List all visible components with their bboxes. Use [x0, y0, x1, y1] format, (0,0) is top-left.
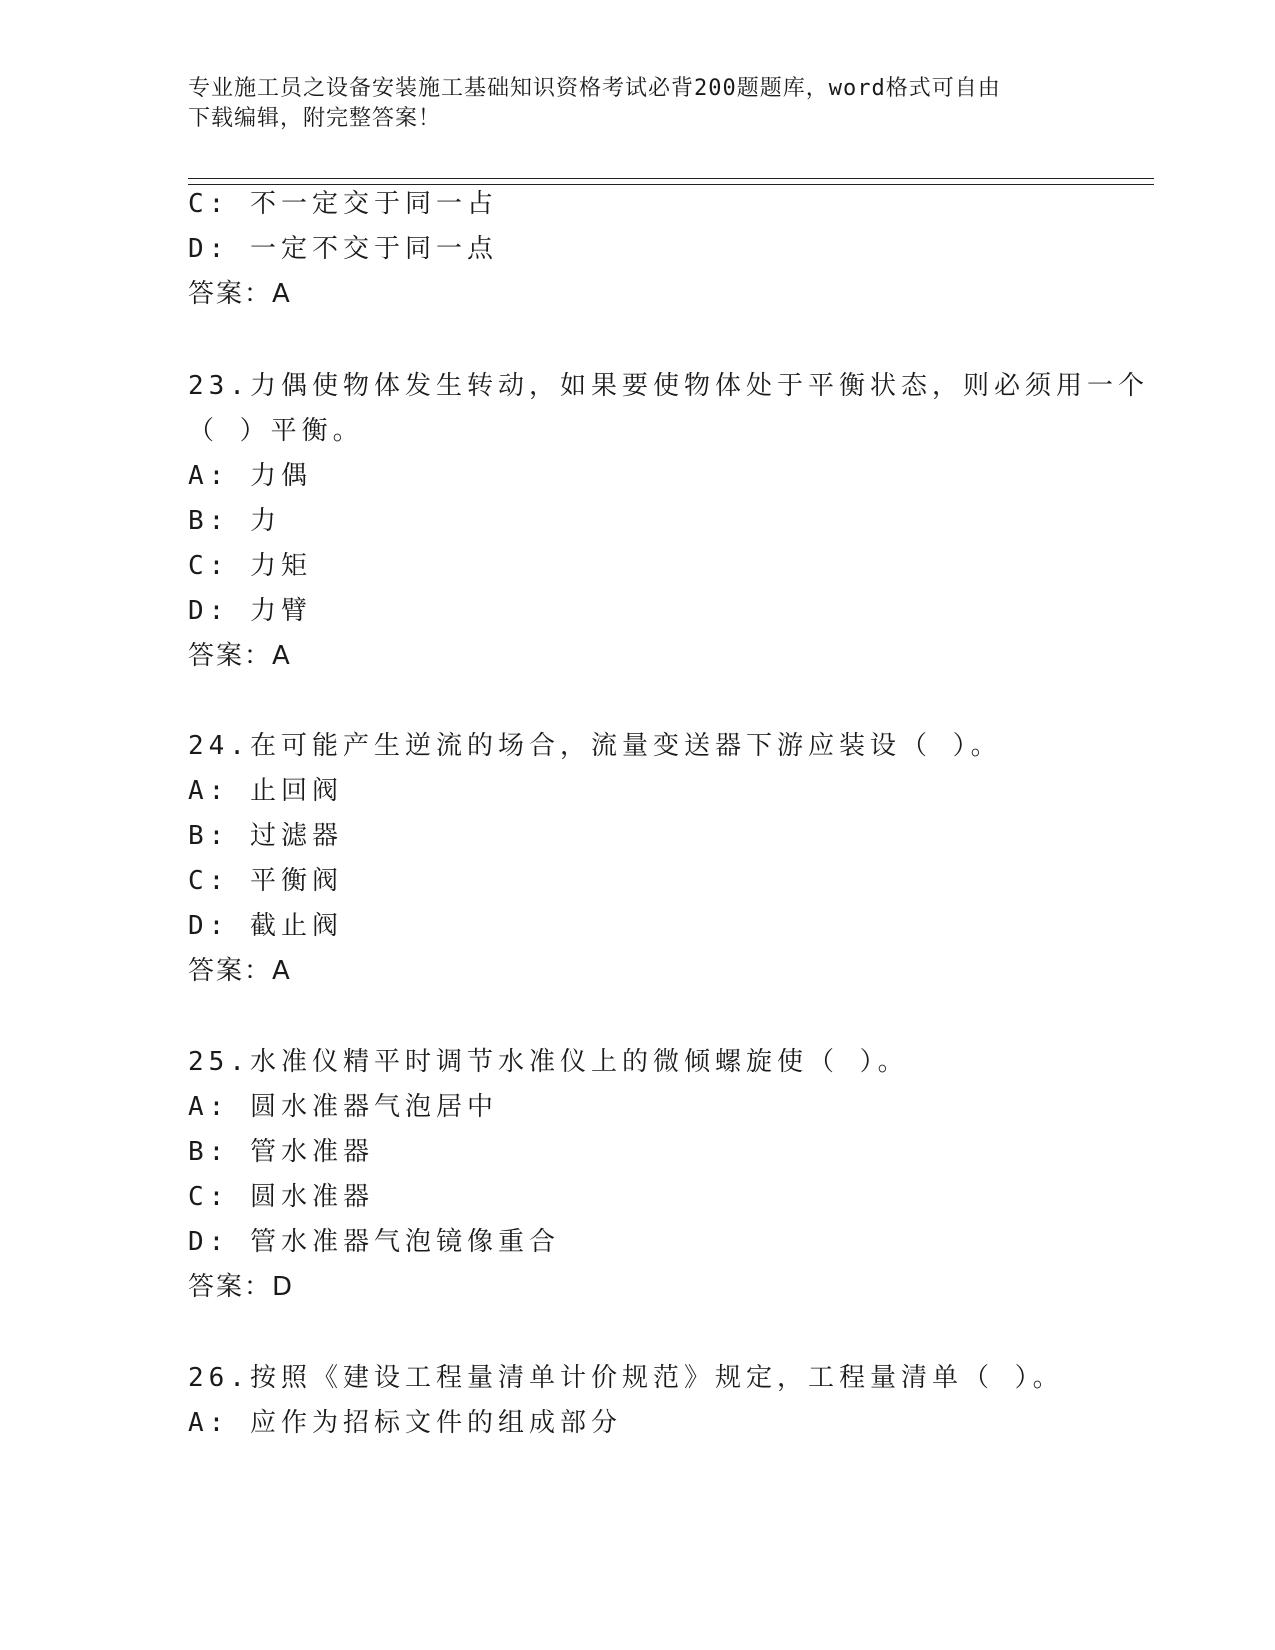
q24-option-c: C: 平衡阀 — [188, 866, 343, 896]
q24-option-d: D: 截止阀 — [188, 911, 343, 941]
q25-stem: 25.水准仪精平时调节水准仪上的微倾螺旋使（ ）。 — [188, 1047, 909, 1077]
q24-option-a: A: 止回阀 — [188, 776, 343, 806]
header-line-2: 下载编辑，附完整答案！ — [188, 106, 442, 131]
q22-option-c: C: 不一定交于同一占 — [188, 189, 498, 219]
document-header — [188, 74, 1068, 134]
q26-stem: 26.按照《建设工程量清单计价规范》规定，工程量清单（ ）。 — [188, 1363, 1064, 1393]
q22-option-d: D: 一定不交于同一点 — [188, 234, 498, 264]
q26-option-a: A: 应作为招标文件的组成部分 — [188, 1408, 622, 1438]
q23-stem-line-2: （ ）平衡。 — [188, 416, 364, 446]
q23-option-d: D: 力臂 — [188, 596, 312, 626]
q23-option-b: B: 力 — [188, 506, 281, 536]
q23-option-c: C: 力矩 — [188, 551, 312, 581]
q25-answer: 答案：D — [188, 1272, 295, 1302]
header-divider-top — [188, 178, 1154, 179]
q24-stem: 24.在可能产生逆流的场合，流量变送器下游应装设（ ）。 — [188, 731, 1002, 761]
q25-option-a: A: 圆水准器气泡居中 — [188, 1092, 498, 1122]
q23-answer: 答案：A — [188, 641, 292, 671]
header-divider-bottom — [188, 184, 1154, 185]
q25-option-b: B: 管水准器 — [188, 1137, 374, 1167]
header-line-1: 专业施工员之设备安装施工基础知识资格考试必背200题题库，word格式可自由 — [188, 76, 1001, 101]
q24-option-b: B: 过滤器 — [188, 821, 343, 851]
q24-answer: 答案：A — [188, 956, 292, 986]
q23-option-a: A: 力偶 — [188, 461, 312, 491]
q25-option-c: C: 圆水准器 — [188, 1182, 374, 1212]
q22-answer: 答案：A — [188, 279, 292, 309]
q25-option-d: D: 管水准器气泡镜像重合 — [188, 1227, 560, 1257]
q23-stem-line-1: 23.力偶使物体发生转动，如果要使物体处于平衡状态，则必须用一个 — [188, 371, 1149, 401]
